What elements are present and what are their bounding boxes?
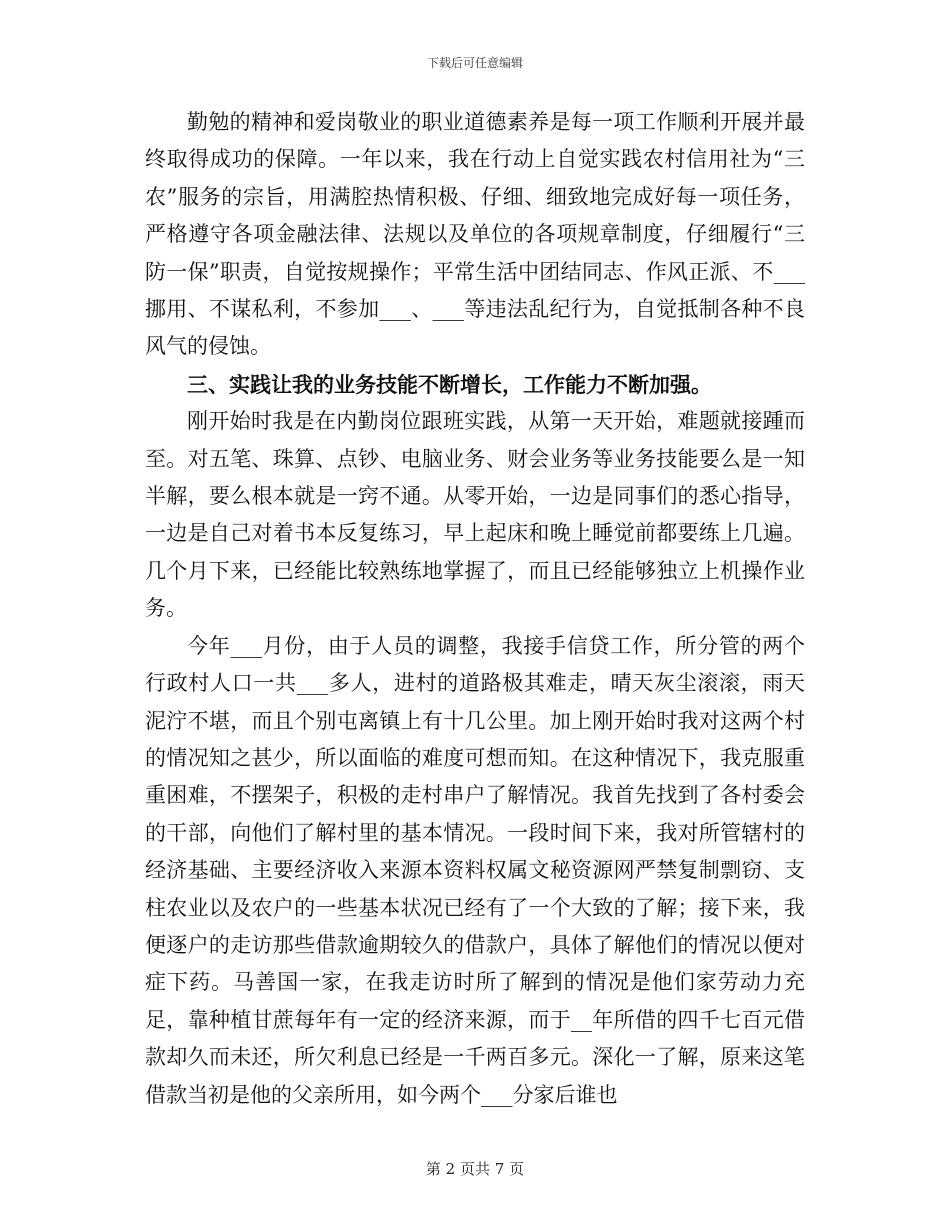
body-text	[145, 104, 805, 1114]
paragraph-skills-training: 刚开始时我是在内勤岗位跟班实践，从第一天开始，难题就接踵而至。对五笔、珠算、点钞、电脑业务、财会业务等业务技能要么是一知半解，要么根本就是一窍不通。从零开始，一边是同事们的悉心指导，一边是自己对着书本反复练习，早上起床和晚上睡觉前都要练上几遍。几个月下来，已经能比较熟练地掌握了，而且已经能够独立上机操作业务。	[145, 409, 805, 621]
paragraph-credit-work: 今年___月份，由于人员的调整，我接手信贷工作，所分管的两个行政村人口一共___多人，进村的道路极其难走，晴天灰尘滚滚，雨天泥泞不堪，而且个别屯离镇上有十几公里。加上刚开始时我对这两个村的情况知之甚少，所以面临的难度可想而知。在这种情况下，我克服重重困难，不摆架子，积极的走村串户了解情况。我首先找到了各村委会的干部，向他们了解村里的基本情况。一段时间下来，我对所管辖村的经济基础、主要经济收入来源本资料权属文秘资源网严禁复制剽窃、支柱农业以及农户的一些基本状况已经有了一个大致的了解；接下来，我便逐户的走访那些借款逾期较久的借款户，具体了解他们的情况以便对症下药。马善国一家，在我走访时所了解到的情况是他们家劳动力充足，靠种植甘蔗每年有一定的经济来源，而于__年所借的四千七百元借款却久而未还，所欠利息已经是一千两百多元。深化一了解，原来这笔借款当初是他的父亲所用，如今两个___分家后谁也	[145, 633, 805, 1107]
section-heading-three: 三、实践让我的业务技能不断增长，工作能力不断加强。	[187, 371, 712, 397]
header-note: 下载后可任意编辑	[426, 56, 523, 70]
paragraph-work-ethic: 勤勉的精神和爱岗敬业的职业道德素养是每一项工作顺利开展并最终取得成功的保障。一年以来，我在行动上自觉实践农村信用社为“三农”服务的宗旨，用满腔热情积极、仔细、细致地完成好每一项任务，严格遵守各项金融法律、法规以及单位的各项规章制度，仔细履行“三防一保”职责，自觉按规操作；平常生活中团结同志、作风正派、不___挪用、不谋私利，不参加___、___等违法乱纪行为，自觉抵制各种不良风气的侵蚀。	[145, 110, 805, 359]
page-number: 第 2 页共 7 页	[425, 1160, 525, 1178]
